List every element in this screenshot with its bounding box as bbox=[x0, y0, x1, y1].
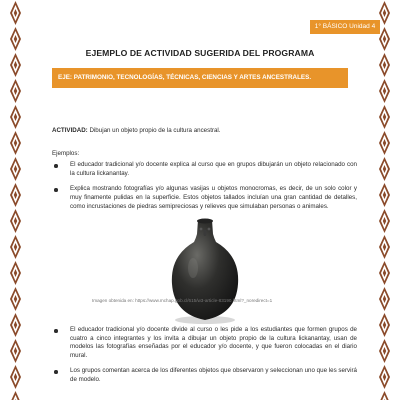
bullet-icon bbox=[54, 188, 58, 192]
bullet-icon bbox=[54, 370, 58, 374]
grade-unit-badge: 1° BÁSICO Unidad 4 bbox=[310, 20, 380, 34]
right-decorative-border bbox=[378, 0, 391, 400]
activity-text: Dibujan un objeto propio de la cultura ancestral. bbox=[87, 127, 221, 134]
examples-label: Ejemplos: bbox=[52, 149, 80, 157]
bullet-icon bbox=[54, 164, 58, 168]
image-caption: Imagen obtenida en: https://www.mchap.gob.cl/615/w3-article-83190.html?_noredirect=1 bbox=[92, 298, 273, 303]
list-item: El educador tradicional y/o docente explica al curso que en grupos dibujarán un objeto relacionado con la cultura lickanantay. bbox=[52, 161, 357, 178]
vase-photo bbox=[52, 216, 357, 328]
list-item: Los grupos comentan acerca de los diferentes objetos que observaron y seleccionan uno que les servirá de modelo. bbox=[52, 367, 357, 384]
activity-line bbox=[52, 127, 357, 136]
bullet-icon bbox=[54, 329, 58, 333]
examples-list-bottom-wrap bbox=[52, 326, 357, 392]
list-item: El educador tradicional y/o docente divide al curso o les pide a los estudiantes que formen grupos de cuatro a cinco integrantes y los invita a dibujar un objeto propio de la cultura lickanantay, usan de modelos las fotografías enseñadas por el educador y/o docente, y que fueron colocadas en el diario mural. bbox=[52, 326, 357, 360]
page-title: EJEMPLO DE ACTIVIDAD SUGERIDA DEL PROGRAMA bbox=[85, 48, 315, 58]
left-decorative-border bbox=[9, 0, 22, 400]
examples-list-bottom bbox=[52, 326, 357, 385]
list-item: Explica mostrando fotografías y/o algunas vasijas u objetos monocromas, es decir, de un solo color y muy finamente pulidas en la superficie. Estos objetos tallados incluían una gran cantidad de detalles, como incrustaciones de piedras semipreciosas y relieves que simulaban personas o animales. bbox=[52, 185, 357, 211]
vase-image bbox=[160, 216, 250, 328]
examples-list-top bbox=[52, 161, 357, 211]
eje-banner: EJE: PATRIMONIO, TECNOLOGÍAS, TÉCNICAS, CIENCIAS Y ARTES ANCESTRALES. bbox=[52, 68, 348, 88]
activity-label: ACTIVIDAD: bbox=[52, 127, 88, 134]
